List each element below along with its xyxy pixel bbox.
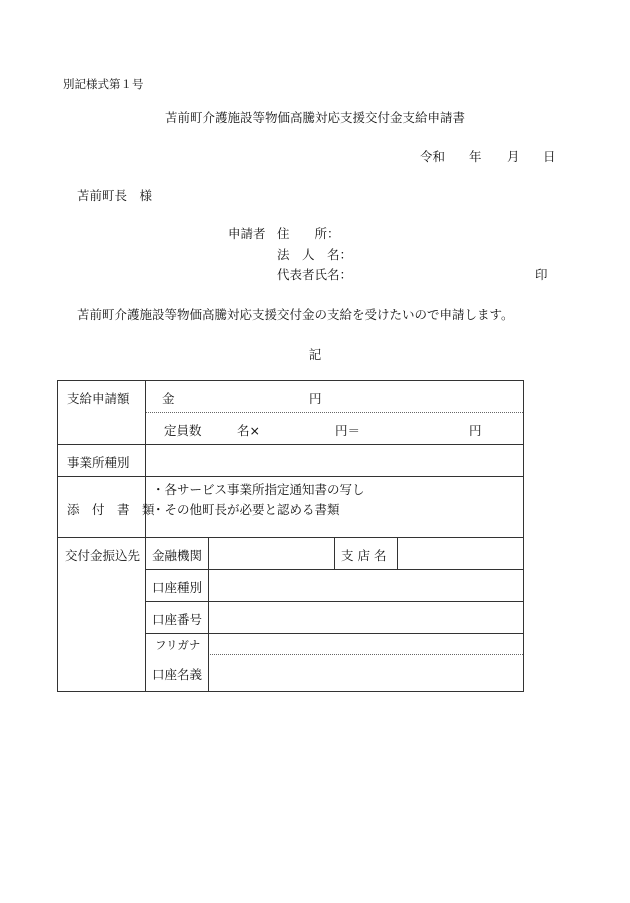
- addressee: 苫前町長 様: [77, 188, 153, 203]
- table-border-right: [523, 380, 524, 692]
- intro-text: 苫前町介護施設等物価高騰対応支援交付金の支給を受けたいので申請します。: [77, 307, 514, 322]
- table-border-bottom: [57, 691, 524, 692]
- business-type-label: 事業所種別: [67, 455, 130, 470]
- account-name-label: 口座名義: [152, 667, 203, 682]
- representative-label: 代表者氏名：: [277, 267, 353, 282]
- label-column-divider: [145, 380, 146, 692]
- capacity-yen: 円: [469, 423, 482, 438]
- furigana-dotted-divider: [208, 654, 523, 655]
- furigana-label: フリガナ: [155, 638, 201, 652]
- table-border-left: [57, 380, 58, 692]
- row-divider: [57, 476, 524, 477]
- row-divider: [145, 601, 524, 602]
- seal-mark: 印: [535, 267, 548, 282]
- ki-heading: 記: [308, 347, 322, 362]
- date-month: 月: [507, 149, 520, 164]
- row-divider: [145, 633, 524, 634]
- date-year: 年: [469, 149, 482, 164]
- amount-yen: 円: [309, 391, 322, 406]
- amount-label: 支給申請額: [67, 391, 130, 406]
- branch-value-divider: [397, 537, 398, 570]
- attachments-label: 添 付 書 類: [67, 502, 155, 517]
- bank-branch-divider: [334, 537, 335, 570]
- bank-label-divider: [208, 537, 209, 692]
- applicant-label: 申請者: [228, 226, 266, 241]
- address-label: 住 所：: [277, 226, 340, 241]
- account-type-label: 口座種別: [152, 580, 203, 595]
- amount-kin: 金: [162, 391, 175, 406]
- branch-label: 支 店 名: [341, 548, 387, 563]
- date-era: 令和: [420, 149, 446, 164]
- amount-dotted-divider: [146, 412, 523, 413]
- row-divider: [57, 537, 524, 538]
- form-number: 別記様式第１号: [63, 77, 144, 91]
- capacity-label: 定員数: [164, 423, 202, 438]
- bank-section-label: 交付金振込先: [65, 548, 141, 563]
- row-divider: [57, 444, 524, 445]
- account-number-label: 口座番号: [152, 612, 203, 627]
- document-title: 苫前町介護施設等物価高騰対応支援交付金支給申請書: [164, 110, 465, 125]
- corporation-label: 法 人 名：: [277, 247, 353, 262]
- attachment-item: ・その他町長が必要と認める書類: [152, 502, 340, 517]
- bank-label: 金融機関: [152, 548, 203, 563]
- table-border-top: [57, 380, 524, 381]
- date-day: 日: [543, 149, 556, 164]
- capacity-equals: 円＝: [335, 423, 361, 438]
- attachment-item: ・各サービス事業所指定通知書の写し: [152, 482, 365, 497]
- capacity-per-person: 名×: [237, 423, 260, 438]
